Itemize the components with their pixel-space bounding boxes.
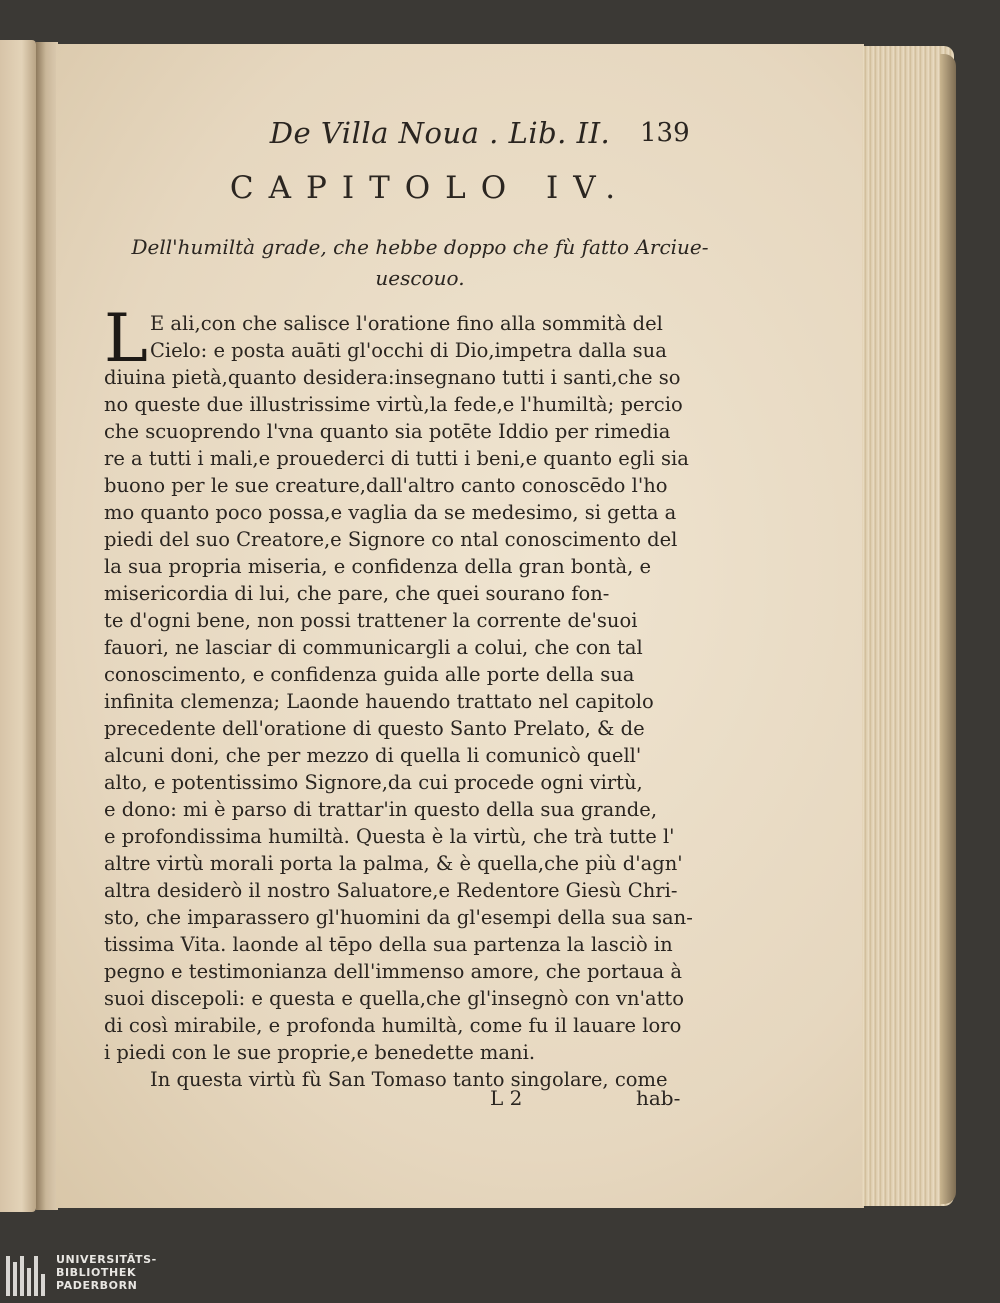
body-line: conoscimento, e confidenza guida alle porte della sua <box>104 663 635 686</box>
catchword: hab- <box>636 1086 681 1110</box>
body-line: suoi discepoli: e questa e quella,che gl'insegnò con vn'atto <box>104 987 685 1010</box>
body-line: che scuoprendo l'vna quanto sia potēte Iddio per rimedia <box>104 420 671 443</box>
logo-line: UNIVERSITÄTS- <box>56 1253 157 1266</box>
body-line: la sua propria miseria, e confidenza della gran bontà, e <box>104 555 652 578</box>
body-line: mo quanto poco possa,e vaglia da se medesimo, si getta a <box>104 501 677 524</box>
left-page-edge <box>0 40 36 1212</box>
body-line: e profondissima humiltà. Questa è la virtù, che trà tutte l' <box>104 825 675 848</box>
running-head: De Villa Noua . Lib. II. <box>269 116 611 150</box>
body-line: di così mirabile, e profonda humiltà, come fu il lauare loro <box>104 1014 682 1037</box>
chapter-subtitle <box>120 232 720 294</box>
body-line: precedente dell'oratione di questo Santo Prelato, & de <box>104 717 645 740</box>
body-line: alcuni doni, che per mezzo di quella li comunicò quell' <box>104 744 642 767</box>
page-number: 139 <box>640 118 690 148</box>
body-line: no queste due illustrissime virtù,la fede,e l'humiltà; percio <box>104 393 683 416</box>
body-text <box>104 300 724 1093</box>
body-line: altra desiderò il nostro Saluatore,e Redentore Giesù Chri- <box>104 879 678 902</box>
body-line: buono per le sue creature,dall'altro canto conoscēdo l'ho <box>104 474 668 497</box>
body-line: E ali,con che salisce l'oratione fino alla sommità del <box>150 312 663 335</box>
body-line: Cielo: e posta auāti gl'occhi di Dio,impetra dalla sua <box>150 339 667 362</box>
book-gutter <box>36 42 58 1210</box>
body-line: te d'ogni bene, non possi trattener la corrente de'suoi <box>104 609 638 632</box>
logo-line: PADERBORN <box>56 1279 138 1292</box>
subtitle-line: uescouo. <box>375 266 465 290</box>
signature-mark: L 2 <box>490 1086 523 1110</box>
library-logo-text <box>56 1253 157 1292</box>
subtitle-line: Dell'humiltà grade, che hebbe doppo che fù fatto Arciue- <box>131 235 709 259</box>
footer-bar <box>0 1250 1000 1303</box>
book-cover-edge <box>940 54 956 1204</box>
body-line: altre virtù morali porta la palma, & è quella,che più d'agn' <box>104 852 683 875</box>
body-line: piedi del suo Creatore,e Signore co ntal conoscimento del <box>104 528 678 551</box>
body-line: i piedi con le sue proprie,e benedette mani. <box>104 1041 536 1064</box>
body-line: sto, che imparassero gl'huomini da gl'esempi della sua san- <box>104 906 693 929</box>
body-line: diuina pietà,quanto desidera:insegnano tutti i santi,che so <box>104 366 681 389</box>
body-line: e dono: mi è parso di trattar'in questo della sua grande, <box>104 798 658 821</box>
logo-line: BIBLIOTHEK <box>56 1266 137 1279</box>
body-line: misericordia di lui, che pare, che quei sourano fon- <box>104 582 610 605</box>
body-line: infinita clemenza; Laonde hauendo trattato nel capitolo <box>104 690 654 713</box>
body-line: pegno e testimonianza dell'immenso amore, che portaua à <box>104 960 682 983</box>
drop-cap: L <box>104 300 148 377</box>
body-line: alto, e potentissimo Signore,da cui procede ogni virtù, <box>104 771 643 794</box>
body-line: re a tutti i mali,e prouederci di tutti i beni,e quanto egli sia <box>104 447 689 470</box>
body-line: fauori, ne lasciar di communicargli a colui, che con tal <box>104 636 643 659</box>
body-line: In questa virtù fù San Tomaso tanto singolare, come <box>150 1068 668 1091</box>
chapter-title: CAPITOLO IV. <box>229 170 631 206</box>
body-line: tissima Vita. laonde al tēpo della sua partenza la lasciò in <box>104 933 673 956</box>
library-logo-icon <box>6 1256 50 1296</box>
